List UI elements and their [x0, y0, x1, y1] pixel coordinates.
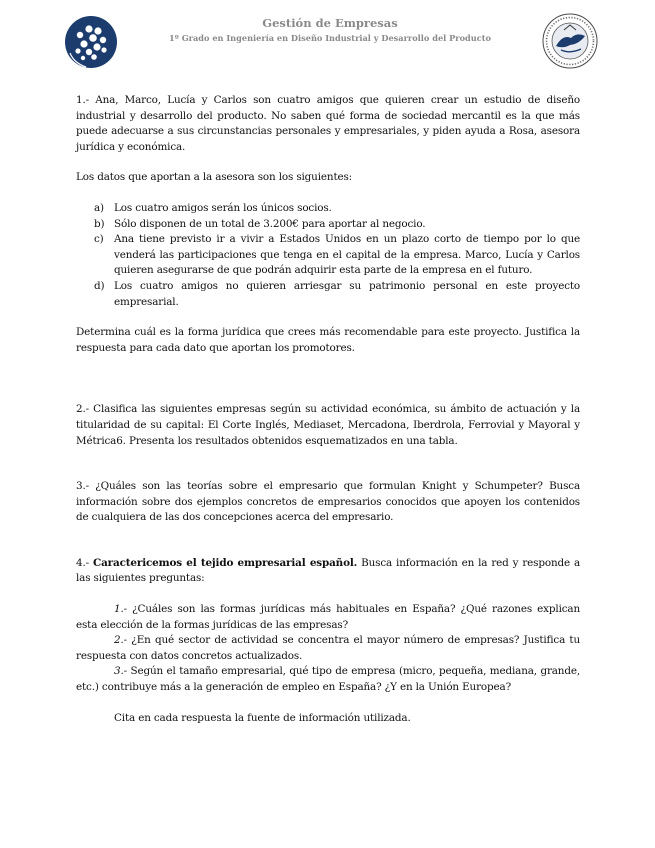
list-marker: d) [94, 279, 105, 292]
question-4-intro [76, 556, 580, 587]
question-4-number: 4.- [76, 556, 89, 569]
list-marker: b) [94, 217, 105, 230]
sub-text: ¿Cuáles son las formas jurídicas más habituales en España? ¿Qué razones explican esta elección de la formas jurídicas de las empresas? [76, 603, 580, 631]
sub-number: 2.- [114, 634, 127, 647]
list-marker: a) [94, 201, 104, 214]
sub-number: 3.- [114, 665, 127, 678]
question-1-intro: 1.- Ana, Marco, Lucía y Carlos son cuatro amigos que quieren crear un estudio de diseño industrial y desarrollo del producto. No saben qué forma de sociedad mercantil es la que más puede adecuarse a sus circunstancias personales y empresariales, y piden ayuda a Rosa, asesora jurídica y económica. [76, 94, 580, 153]
list-item [76, 201, 580, 217]
list-item [76, 232, 580, 279]
list-item-text: Sólo disponen de un total de 3.200€ para aportar al negocio. [114, 217, 426, 230]
question-4-cite: Cita en cada respuesta la fuente de información utilizada. [114, 711, 411, 724]
document-body [76, 93, 580, 726]
list-item-text: Ana tiene previsto ir a vivir a Estados Unidos en un plazo corto de tiempo por lo que venderá las participaciones que tenga en el capital de la empresa. Marco, Lucía y Carlos quieren asegurarse de que podrán adquirir esta parte de la empresa en el futuro. [114, 233, 580, 277]
university-logo-left [64, 15, 118, 69]
sub-number: 1.- [114, 603, 127, 616]
question-1-task: Determina cuál es la forma jurídica que crees más recomendable para este proyecto. Justifica la respuesta para cada dato que aportan los promotores. [76, 326, 580, 354]
sub-text: ¿En qué sector de actividad se concentra el mayor número de empresas? Justifica tu respuesta con datos concretos actualizados. [76, 634, 580, 662]
question-3: 3.- ¿Quáles son las teorías sobre el empresario que formulan Knight y Schumpeter? Busca información sobre dos ejemplos concretos de empresarios conocidos que apoyen los contenidos de cualquiera de las dos concepciones acerca del empresario. [76, 480, 580, 524]
sub-text: Según el tamaño empresarial, qué tipo de empresa (micro, pequeña, mediana, grande, etc.) contribuye más a la generación de empleo en España? ¿Y en la Unión Europea? [76, 665, 580, 694]
header-subtitle: 1º Grado en Ingeniería en Diseño Industrial y Desarrollo del Producto [169, 33, 491, 43]
list-item [76, 279, 580, 310]
question-2: 2.- Clasifica las siguientes empresas según su actividad económica, su ámbito de actuación y la titularidad de su capital: El Corte Inglés, Mediaset, Mercadona, Iberdrola, Ferrovial y Mayoral y Métrica6. Presenta los resultados obtenidos esquematizados en una tabla. [76, 403, 580, 447]
question-4-heading: Caractericemos el tejido empresarial español. [92, 556, 358, 569]
list-item-text: Los cuatro amigos serán los únicos socios. [114, 201, 332, 214]
header-title: Gestión de Empresas [262, 16, 398, 30]
question-1-data-intro: Los datos que aportan a la asesora son los siguientes: [76, 171, 352, 184]
question-4-sub-2 [76, 633, 580, 664]
list-item-text: Los cuatro amigos no quieren arriesgar su patrimonio personal en este proyecto empresarial. [114, 279, 580, 308]
question-1-list [76, 201, 580, 310]
list-item [76, 217, 580, 233]
university-seal-right [541, 12, 599, 70]
list-marker: c) [94, 233, 104, 246]
question-4-sub-1 [76, 602, 580, 633]
question-4-instruction: Busca información en la red y responde a las siguientes preguntas: [76, 556, 581, 585]
question-4-sub-3 [76, 664, 580, 695]
